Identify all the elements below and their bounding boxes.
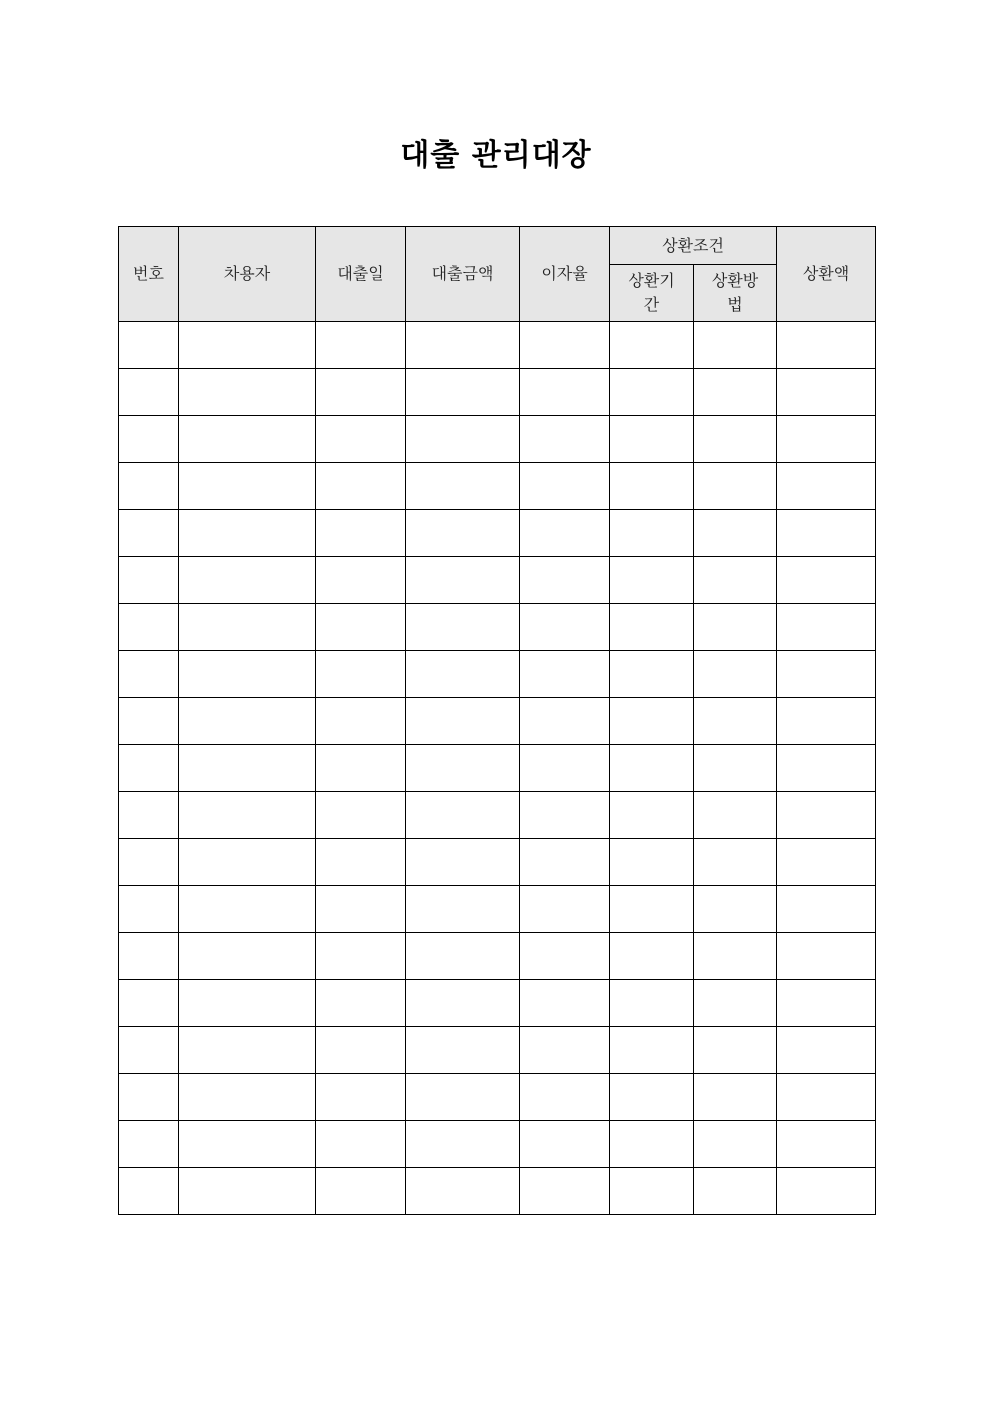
loan-date-cell[interactable] [316, 839, 406, 886]
repayment-period-cell[interactable] [610, 1121, 694, 1168]
interest-rate-cell[interactable] [520, 604, 610, 651]
repayment-period-cell[interactable] [610, 933, 694, 980]
no-cell[interactable] [119, 604, 179, 651]
loan-amount-cell[interactable] [406, 745, 520, 792]
header-interest-rate: 이자율 [520, 227, 610, 322]
repayment-amount-cell[interactable] [777, 510, 876, 557]
interest-rate-cell[interactable] [520, 1121, 610, 1168]
loan-date-cell[interactable] [316, 322, 406, 369]
repayment-method-cell[interactable] [694, 933, 777, 980]
repayment-method-cell[interactable] [694, 463, 777, 510]
repayment-amount-cell[interactable] [777, 886, 876, 933]
loan-amount-cell[interactable] [406, 510, 520, 557]
repayment-period-cell[interactable] [610, 792, 694, 839]
interest-rate-cell[interactable] [520, 745, 610, 792]
repayment-amount-cell[interactable] [777, 463, 876, 510]
borrower-cell[interactable] [179, 322, 316, 369]
borrower-cell[interactable] [179, 745, 316, 792]
repayment-method-cell[interactable] [694, 369, 777, 416]
interest-rate-cell[interactable] [520, 369, 610, 416]
repayment-amount-cell[interactable] [777, 933, 876, 980]
loan-date-cell[interactable] [316, 510, 406, 557]
header-repayment-amount: 상환액 [777, 227, 876, 322]
repayment-method-cell[interactable] [694, 1027, 777, 1074]
table-row [119, 604, 876, 651]
no-cell[interactable] [119, 933, 179, 980]
interest-rate-cell[interactable] [520, 416, 610, 463]
repayment-period-cell[interactable] [610, 510, 694, 557]
repayment-period-cell[interactable] [610, 416, 694, 463]
loan-ledger-table [118, 226, 876, 1215]
repayment-method-cell[interactable] [694, 886, 777, 933]
table-row [119, 980, 876, 1027]
table-row [119, 557, 876, 604]
ledger-body [119, 322, 876, 1215]
table-row [119, 510, 876, 557]
borrower-cell[interactable] [179, 651, 316, 698]
loan-amount-cell[interactable] [406, 651, 520, 698]
table-row [119, 1168, 876, 1215]
loan-amount-cell[interactable] [406, 322, 520, 369]
interest-rate-cell[interactable] [520, 510, 610, 557]
repayment-period-cell[interactable] [610, 1027, 694, 1074]
loan-date-cell[interactable] [316, 416, 406, 463]
loan-date-cell[interactable] [316, 745, 406, 792]
loan-date-cell[interactable] [316, 1027, 406, 1074]
repayment-amount-cell[interactable] [777, 839, 876, 886]
borrower-cell[interactable] [179, 369, 316, 416]
no-cell[interactable] [119, 416, 179, 463]
table-row [119, 651, 876, 698]
interest-rate-cell[interactable] [520, 463, 610, 510]
loan-amount-cell[interactable] [406, 839, 520, 886]
loan-date-cell[interactable] [316, 1074, 406, 1121]
table-row [119, 1074, 876, 1121]
borrower-cell[interactable] [179, 980, 316, 1027]
repayment-method-cell[interactable] [694, 1074, 777, 1121]
interest-rate-cell[interactable] [520, 698, 610, 745]
repayment-method-cell[interactable] [694, 698, 777, 745]
table-row [119, 416, 876, 463]
table-row [119, 886, 876, 933]
borrower-cell[interactable] [179, 604, 316, 651]
borrower-cell[interactable] [179, 463, 316, 510]
borrower-cell[interactable] [179, 557, 316, 604]
interest-rate-cell[interactable] [520, 651, 610, 698]
table-row [119, 463, 876, 510]
table-row [119, 839, 876, 886]
repayment-amount-cell[interactable] [777, 322, 876, 369]
header-repayment-terms: 상환조건 [610, 227, 777, 265]
table-row [119, 1027, 876, 1074]
repayment-amount-cell[interactable] [777, 980, 876, 1027]
loan-amount-cell[interactable] [406, 933, 520, 980]
borrower-cell[interactable] [179, 839, 316, 886]
no-cell[interactable] [119, 1027, 179, 1074]
interest-rate-cell[interactable] [520, 980, 610, 1027]
loan-date-cell[interactable] [316, 369, 406, 416]
repayment-method-cell[interactable] [694, 745, 777, 792]
repayment-amount-cell[interactable] [777, 792, 876, 839]
borrower-cell[interactable] [179, 792, 316, 839]
repayment-period-cell[interactable] [610, 698, 694, 745]
no-cell[interactable] [119, 510, 179, 557]
no-cell[interactable] [119, 1074, 179, 1121]
repayment-method-cell[interactable] [694, 416, 777, 463]
header-loan-date: 대출일 [316, 227, 406, 322]
no-cell[interactable] [119, 745, 179, 792]
repayment-amount-cell[interactable] [777, 416, 876, 463]
no-cell[interactable] [119, 557, 179, 604]
repayment-period-cell[interactable] [610, 980, 694, 1027]
repayment-amount-cell[interactable] [777, 604, 876, 651]
repayment-method-cell[interactable] [694, 510, 777, 557]
repayment-method-cell[interactable] [694, 792, 777, 839]
borrower-cell[interactable] [179, 416, 316, 463]
interest-rate-cell[interactable] [520, 886, 610, 933]
repayment-amount-cell[interactable] [777, 369, 876, 416]
repayment-period-cell[interactable] [610, 557, 694, 604]
loan-date-cell[interactable] [316, 980, 406, 1027]
no-cell[interactable] [119, 886, 179, 933]
no-cell[interactable] [119, 322, 179, 369]
interest-rate-cell[interactable] [520, 1027, 610, 1074]
no-cell[interactable] [119, 1168, 179, 1215]
loan-amount-cell[interactable] [406, 604, 520, 651]
header-repayment-period-label: 상환기간 [628, 271, 675, 314]
loan-date-cell[interactable] [316, 886, 406, 933]
page-title: 대출 관리대장 [400, 138, 592, 173]
repayment-amount-cell[interactable] [777, 1027, 876, 1074]
borrower-cell[interactable] [179, 1121, 316, 1168]
repayment-method-cell[interactable] [694, 557, 777, 604]
loan-date-cell[interactable] [316, 792, 406, 839]
table-row [119, 792, 876, 839]
loan-amount-cell[interactable] [406, 1121, 520, 1168]
loan-amount-cell[interactable] [406, 557, 520, 604]
loan-date-cell[interactable] [316, 933, 406, 980]
no-cell[interactable] [119, 651, 179, 698]
repayment-period-cell[interactable] [610, 839, 694, 886]
repayment-amount-cell[interactable] [777, 1121, 876, 1168]
table-row [119, 745, 876, 792]
header-repayment-method-label: 상환방법 [711, 271, 759, 314]
table-row [119, 369, 876, 416]
loan-date-cell[interactable] [316, 604, 406, 651]
loan-amount-cell[interactable] [406, 463, 520, 510]
loan-amount-cell[interactable] [406, 980, 520, 1027]
repayment-amount-cell[interactable] [777, 651, 876, 698]
loan-amount-cell[interactable] [406, 1168, 520, 1215]
loan-date-cell[interactable] [316, 463, 406, 510]
repayment-method-cell[interactable] [694, 839, 777, 886]
header-repayment-period [610, 265, 694, 322]
repayment-amount-cell[interactable] [777, 557, 876, 604]
interest-rate-cell[interactable] [520, 792, 610, 839]
loan-amount-cell[interactable] [406, 416, 520, 463]
no-cell[interactable] [119, 369, 179, 416]
header-repayment-method [694, 265, 777, 322]
repayment-period-cell[interactable] [610, 604, 694, 651]
borrower-cell[interactable] [179, 510, 316, 557]
no-cell[interactable] [119, 792, 179, 839]
repayment-amount-cell[interactable] [777, 1168, 876, 1215]
borrower-cell[interactable] [179, 933, 316, 980]
no-cell[interactable] [119, 839, 179, 886]
borrower-cell[interactable] [179, 886, 316, 933]
table-row [119, 1121, 876, 1168]
repayment-period-cell[interactable] [610, 886, 694, 933]
loan-amount-cell[interactable] [406, 369, 520, 416]
borrower-cell[interactable] [179, 1074, 316, 1121]
interest-rate-cell[interactable] [520, 557, 610, 604]
no-cell[interactable] [119, 1121, 179, 1168]
loan-amount-cell[interactable] [406, 698, 520, 745]
header-loan-amount: 대출금액 [406, 227, 520, 322]
repayment-method-cell[interactable] [694, 604, 777, 651]
borrower-cell[interactable] [179, 1027, 316, 1074]
no-cell[interactable] [119, 980, 179, 1027]
table-row [119, 322, 876, 369]
loan-amount-cell[interactable] [406, 886, 520, 933]
loan-date-cell[interactable] [316, 651, 406, 698]
no-cell[interactable] [119, 698, 179, 745]
interest-rate-cell[interactable] [520, 933, 610, 980]
loan-amount-cell[interactable] [406, 1074, 520, 1121]
header-row [119, 227, 876, 265]
repayment-period-cell[interactable] [610, 463, 694, 510]
repayment-period-cell[interactable] [610, 651, 694, 698]
repayment-method-cell[interactable] [694, 322, 777, 369]
repayment-amount-cell[interactable] [777, 745, 876, 792]
repayment-amount-cell[interactable] [777, 698, 876, 745]
no-cell[interactable] [119, 463, 179, 510]
interest-rate-cell[interactable] [520, 1074, 610, 1121]
header-borrower: 차용자 [179, 227, 316, 322]
repayment-period-cell[interactable] [610, 1168, 694, 1215]
interest-rate-cell[interactable] [520, 1168, 610, 1215]
repayment-period-cell[interactable] [610, 1074, 694, 1121]
repayment-period-cell[interactable] [610, 369, 694, 416]
repayment-method-cell[interactable] [694, 1168, 777, 1215]
header-no: 번호 [119, 227, 179, 322]
loan-date-cell[interactable] [316, 1168, 406, 1215]
interest-rate-cell[interactable] [520, 839, 610, 886]
repayment-method-cell[interactable] [694, 1121, 777, 1168]
loan-date-cell[interactable] [316, 557, 406, 604]
interest-rate-cell[interactable] [520, 322, 610, 369]
repayment-amount-cell[interactable] [777, 1074, 876, 1121]
loan-date-cell[interactable] [316, 1121, 406, 1168]
loan-amount-cell[interactable] [406, 792, 520, 839]
repayment-period-cell[interactable] [610, 322, 694, 369]
borrower-cell[interactable] [179, 1168, 316, 1215]
loan-amount-cell[interactable] [406, 1027, 520, 1074]
repayment-method-cell[interactable] [694, 980, 777, 1027]
table-row [119, 933, 876, 980]
table-row [119, 698, 876, 745]
borrower-cell[interactable] [179, 698, 316, 745]
loan-date-cell[interactable] [316, 698, 406, 745]
repayment-method-cell[interactable] [694, 651, 777, 698]
repayment-period-cell[interactable] [610, 745, 694, 792]
